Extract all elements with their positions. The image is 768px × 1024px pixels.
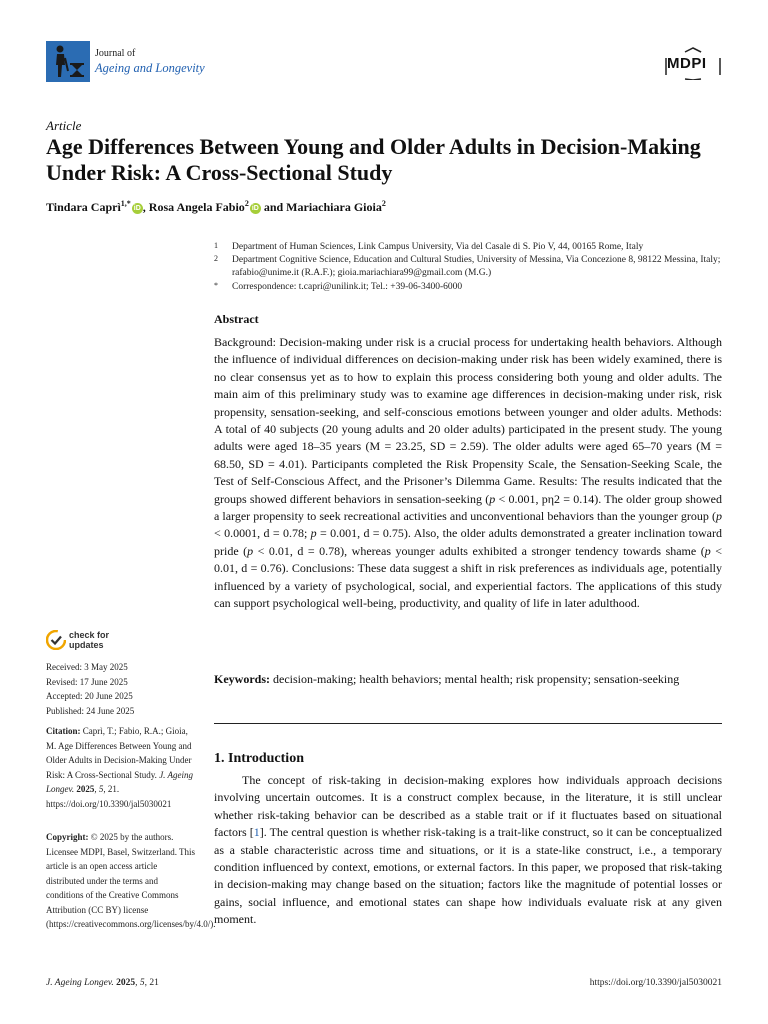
publisher-name: MDPI (667, 55, 707, 72)
author-separator: , (142, 200, 149, 214)
citation-doi[interactable]: , 21. https://doi.org/10.3390/jal5030021 (46, 784, 172, 809)
check-updates-line: check for (69, 630, 110, 640)
copyright-text: © 2025 by the authors. Licensee MDPI, Basel, Switzerland. This article is an open access article distributed under the terms and conditions of the Creative Commons Attribution (CC BY) license (https://creativecommons.org/licenses/by/4.0/). (46, 832, 216, 929)
copyright-label: Copyright: (46, 832, 89, 842)
orcid-icon[interactable]: iD (251, 204, 259, 212)
keywords (214, 671, 722, 688)
author-affil-sup: 2 (244, 199, 249, 208)
abstract-text: < 0.01, d = 0.76). Conclusions: These data suggest a shift in risk preferences as individuals age, potentially influenced by a variety of psychological, social, and experiential factors. The applications of this study can support psychological well-being, productivity, and quality of life in later adulthood. (214, 543, 722, 611)
p-symbol: p (310, 526, 317, 541)
abstract-body (214, 334, 722, 613)
page-title: Age Differences Between Young and Older Adults in Decision-Making Under Risk: A Cross-Sectional Study (46, 134, 701, 185)
check-for-updates-button[interactable] (46, 630, 126, 654)
journal-name (95, 47, 205, 75)
published-date: Published: 24 June 2025 (46, 705, 135, 716)
affiliation-mark: 2 (214, 254, 218, 263)
copyright-block (46, 830, 216, 932)
citation-volume: , 5 (94, 784, 104, 794)
abstract-text: Background: Decision-making under risk is a crucial process for undertaking health behaviors. Although the influence of individual differences on decision-making under risk has been widely examined, there is no clear consensus yet as to how to explain this process considering both young and older adults. The main aim of this preliminary study was to examine age differences in decision-making under risk, risk propensity, sensation-seeking, and self-conscious emotions between younger and older adults. Methods: A total of 40 subjects (20 young adults and 20 older adults) participated in the present study. The young adults were aged 18–35 years (M = 23.25, SD = 2.59). The older adults were aged 65–70 years (M = 68.50, SD = 4.01). Participants completed the Risk Propensity Scale, the Sensation-Seeking Scale, the Test of Self-Conscious Affect, and the Prisoner’s Dilemma Game. Results: The results indicated that the groups showed different behaviors in sensation-seeking ( (214, 335, 722, 506)
article-type: Article (46, 118, 82, 133)
correspondence-text: Correspondence: t.capri@unilink.it; Tel.: +39-06-3400-6000 (232, 282, 463, 292)
accepted-date: Accepted: 20 June 2025 (46, 691, 133, 701)
citation-link[interactable]: 1 (253, 825, 260, 840)
revised-date: Revised: 17 June 2025 (46, 676, 128, 687)
citation-text: Caprì, T.; Fabio, R.A.; Gioia, M. Age Differences Between Young and Older Adults in Decision-Making Under Risk: A Cross-Sectional Study. (46, 726, 192, 780)
footer-page: , 21 (144, 978, 159, 988)
keywords-label: Keywords: (214, 672, 270, 686)
p-symbol: p (247, 543, 254, 558)
citation-label: Citation: (46, 726, 81, 736)
abstract-heading: Abstract (214, 312, 259, 326)
citation-journal: J. Ageing Longev. (46, 769, 194, 794)
affiliation-text: Department of Human Sciences, Link Campus University, Via del Casale di S. Pio V, 44, 00165 Rome, Italy (232, 242, 644, 252)
check-updates-line: updates (69, 639, 104, 650)
journal-logo-icon (46, 41, 90, 82)
author-name[interactable]: Rosa Angela Fabio (148, 200, 245, 214)
received-date: Received: 3 May 2025 (46, 662, 128, 672)
abstract-text: < 0.01, d = 0.78), whereas younger adults exhibited a stronger tendency towards shame ( (253, 543, 705, 558)
abstract-text: = 0.001, d = 0.75). Also, the older adults demonstrated a greater inclination toward pride ( (214, 526, 722, 558)
p-symbol: p (716, 509, 722, 524)
footer-year: 2025 (113, 978, 136, 988)
affiliation-text: Department Cognitive Science, Education and Cultural Studies, University of Messina, Via Concezione 8, 98122 Messina, Italy; rafabio@unime.it (R.A.F.); gioia.mariachiara99@gmail.com (M.G.) (232, 255, 721, 278)
footer-journal: J. Ageing Longev. (46, 978, 114, 988)
author-separator: and (260, 200, 287, 214)
abstract-text: < 0.001, pη2 = 0.14). The older group showed a larger propensity to seek recreational activities and unconventional behaviors than the younger group ( (214, 491, 722, 524)
intro-text: ]. The central question is whether risk-taking is a trait-like construct, so it can be conceptualized as a stable characteristic across time and situations, or it is a state-like construct, i.e., a temporary condition influenced by context, emotions, or external factors. In this paper, we proposed that risk-taking in decision-making may change based on the situation; factors like the magnitude of potential losses or gains, social influence, and emotional states can shape how individuals evaluate risk at any given moment. (214, 825, 722, 927)
author-affil-sup: 2 (381, 199, 386, 208)
publication-dates (46, 660, 134, 718)
footer-journal-ref (46, 978, 159, 988)
author-name[interactable]: Mariachiara Gioia (286, 200, 382, 214)
journal-prefix: Journal of (95, 48, 136, 59)
author-list (46, 200, 386, 215)
affiliation-mark: 1 (214, 241, 218, 250)
check-updates-label (69, 631, 109, 650)
orcid-icon[interactable]: iD (133, 204, 141, 212)
journal-title: Ageing and Longevity (95, 61, 205, 75)
p-symbol: p (489, 491, 496, 506)
intro-text: The concept of risk-taking in decision-making explores how individuals approach decisions involving uncertain outcomes. It is a construct complex because, in the literature, it is still unclear whether risk-taking behavior can be described as a stable trait or if it fluctuates based on situational factors [ (214, 773, 722, 840)
intro-paragraph (214, 772, 722, 929)
affiliation-mark: * (214, 281, 218, 290)
footer-volume: , 5 (135, 978, 145, 988)
citation-year: 2025 (74, 784, 95, 794)
author-name[interactable]: Tindara Caprì (46, 200, 121, 214)
check-updates-icon (46, 630, 66, 650)
section-heading: 1. Introduction (214, 751, 304, 766)
keywords-text: decision-making; health behaviors; mental health; risk propensity; sensation-seeking (270, 672, 680, 686)
abstract-text: < 0.0001, d = 0.78; (214, 526, 311, 541)
divider (214, 723, 722, 724)
p-symbol: p (704, 543, 711, 558)
footer-doi-link[interactable]: https://doi.org/10.3390/jal5030021 (589, 978, 722, 988)
author-affil-sup: 1,* (120, 199, 131, 208)
citation-block (46, 724, 196, 811)
